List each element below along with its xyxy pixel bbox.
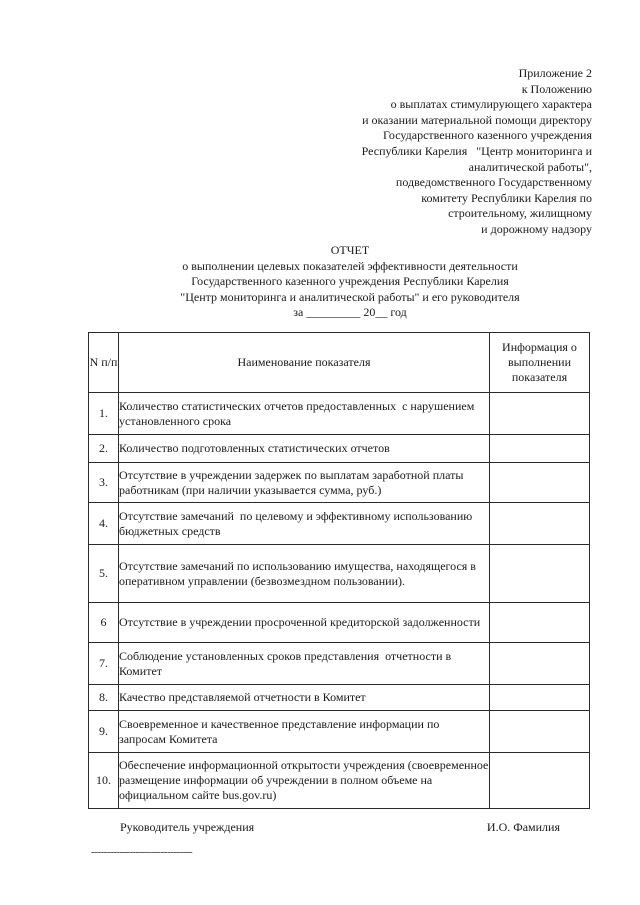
table-row — [89, 603, 590, 643]
signature-block — [120, 820, 560, 835]
report-title-line: о выполнении целевых показателей эффективности деятельности — [182, 258, 518, 273]
appendix-line: комитету Республики Карелия по — [421, 190, 592, 205]
table-row — [89, 435, 590, 463]
footnote-separator: -------------------------------- — [91, 846, 193, 858]
row-name: Обеспечение информационной открытости учреждения (своевременное размещение информации об учреждении в полном объеме на официальном сайте bus.gov.ru) — [119, 753, 490, 809]
row-name: Своевременное и качественное представление информации по запросам Комитета — [119, 711, 490, 753]
table-header-row — [89, 333, 590, 393]
header-num: N п/п — [89, 333, 119, 393]
appendix-line: к Положению — [521, 81, 592, 96]
row-info[interactable] — [490, 463, 590, 503]
row-num: 9. — [89, 711, 119, 753]
table-row — [89, 463, 590, 503]
row-info[interactable] — [490, 753, 590, 809]
table-row — [89, 685, 590, 711]
appendix-line: Приложение 2 — [518, 66, 592, 80]
table-row — [89, 711, 590, 753]
row-num: 5. — [89, 545, 119, 603]
report-title-line: "Центр мониторинга и аналитической работы" и его руководителя — [180, 289, 520, 304]
row-name: Соблюдение установленных сроков представления отчетности в Комитет — [119, 643, 490, 685]
appendix-line: и оказании материальной помощи директору — [362, 112, 592, 127]
report-title-line: Государственного казенного учреждения Республики Карелия — [191, 274, 509, 288]
row-num: 8. — [89, 685, 119, 711]
row-info[interactable] — [490, 685, 590, 711]
row-num: 10. — [89, 753, 119, 809]
row-num: 1. — [89, 393, 119, 435]
row-name: Отсутствие в учреждении просроченной кредиторской задолженности — [119, 603, 490, 643]
appendix-line: подведомственного Государственному — [395, 175, 592, 190]
row-info[interactable] — [490, 711, 590, 753]
table-row — [89, 545, 590, 603]
table-row — [89, 393, 590, 435]
table-row — [89, 503, 590, 545]
row-name: Количество статистических отчетов предоставленных с нарушением установленного срока — [119, 393, 490, 435]
indicators-table — [88, 332, 590, 809]
appendix-line: аналитической работы", — [468, 159, 592, 174]
table-row — [89, 643, 590, 685]
row-num: 4. — [89, 503, 119, 545]
row-num: 7. — [89, 643, 119, 685]
appendix-line: строительному, жилищному — [448, 206, 592, 221]
row-info[interactable] — [490, 435, 590, 463]
row-name: Количество подготовленных статистических отчетов — [119, 435, 490, 463]
row-num: 3. — [89, 463, 119, 503]
table-row — [89, 753, 590, 809]
row-num: 2. — [89, 435, 119, 463]
report-heading: ОТЧЕТ — [330, 243, 370, 257]
appendix-line: и дорожному надзору — [481, 221, 592, 236]
header-info: Информация о выполнении показателя — [490, 333, 590, 393]
row-info[interactable] — [490, 503, 590, 545]
row-num: 6 — [89, 603, 119, 643]
row-info[interactable] — [490, 393, 590, 435]
appendix-line: Государственного казенного учреждения — [383, 128, 592, 143]
signature-role: Руководитель учреждения — [120, 820, 255, 834]
report-period-line: за _________ 20__ год — [293, 305, 407, 319]
row-name: Отсутствие в учреждении задержек по выплатам заработной платы работникам (при наличии указывается сумма, руб.) — [119, 463, 490, 503]
appendix-line: о выплатах стимулирующего характера — [390, 97, 592, 112]
row-name: Отсутствие замечаний по целевому и эффективному использованию бюджетных средств — [119, 503, 490, 545]
appendix-block — [272, 66, 592, 238]
row-info[interactable] — [490, 545, 590, 603]
row-name: Отсутствие замечаний по использованию имущества, находящегося в оперативном управлении (безвозмездном пользовании). — [119, 545, 490, 603]
appendix-line: Республики Карелия "Центр мониторинга и — [361, 143, 592, 158]
row-info[interactable] — [490, 603, 590, 643]
row-info[interactable] — [490, 643, 590, 685]
signature-name: И.О. Фамилия — [486, 820, 560, 834]
header-name: Наименование показателя — [119, 333, 490, 393]
report-title-block — [100, 243, 600, 321]
row-name: Качество представляемой отчетности в Комитет — [119, 685, 490, 711]
